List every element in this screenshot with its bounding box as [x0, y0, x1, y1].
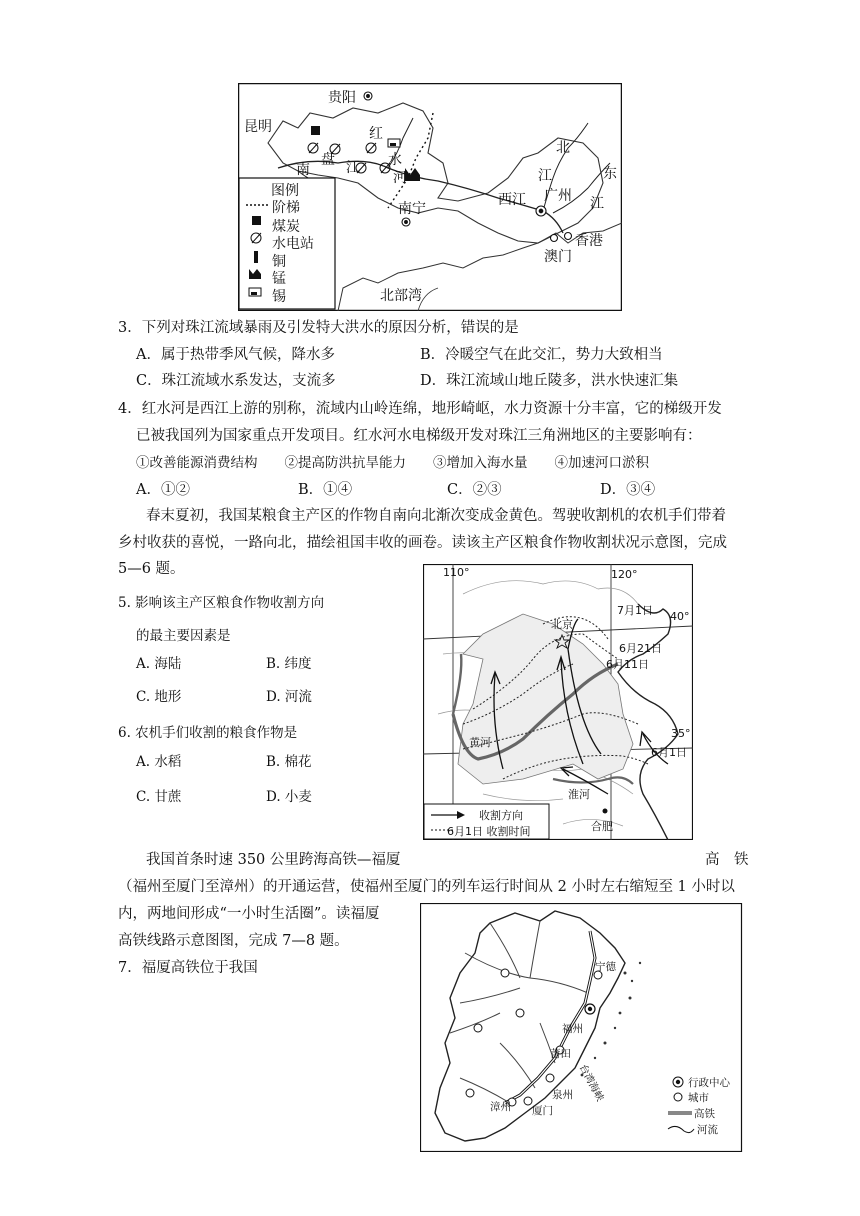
legend-hydro: 水电站 [272, 236, 314, 252]
q3-option-b: B．冷暖空气在此交汇，势力大致相当 [420, 347, 663, 363]
legend-tin: 锡 [272, 289, 286, 305]
intro78-line-1a: 我国首条时速 350 公里跨海高铁—福厦 [146, 852, 401, 868]
q4-option-b: B．①④ [298, 482, 353, 498]
harvest-map [423, 564, 693, 840]
q4-stem-2: 已被我国列为国家重点开发项目。红水河水电梯级开发对珠江三角洲地区的主要影响有： [136, 428, 702, 444]
label-dong: 东 [603, 166, 617, 182]
intro78-line-3: 内，两地间形成“一小时生活圈”。读福厦 [118, 906, 380, 922]
legend-copper: 铜 [272, 254, 286, 270]
label-xiamen: 厦门 [532, 1105, 553, 1117]
q5-stem-1: 5. 影响该主产区粮食作物收割方向 [118, 595, 325, 611]
q6-stem: 6. 农机手们收割的粮食作物是 [118, 725, 298, 741]
label-xianggang: 香港 [575, 233, 603, 249]
label-xijiang: 西江 [498, 192, 526, 208]
label-lat-35: 35° [671, 727, 691, 740]
intro78-line-1b: 高 铁 [705, 852, 749, 868]
label-jun-1: 6月1日 [651, 746, 687, 759]
label-kunming: 昆明 [244, 119, 272, 135]
label-jiang3: 江 [590, 196, 604, 212]
label-zhangzhou: 漳州 [490, 1101, 511, 1113]
intro56-line-1: 春末夏初，我国某粮食主产区的作物自南向北渐次变成金黄色。驾驶收割机的农机手们带着 [146, 508, 726, 524]
label-jul-1: 7月1日 [617, 604, 653, 617]
intro56-line-3: 5—6 题。 [118, 561, 185, 577]
legend-harvest-time: 6月1日 收割时间 [447, 825, 531, 838]
label-lat-40: 40° [670, 610, 690, 623]
legend-manganese: 锰 [272, 271, 286, 287]
intro56-line-2: 乡村收获的喜悦，一路向北，描绘祖国丰收的画卷。读该主产区粮食作物收割状况示意图，完成 [118, 535, 727, 551]
q3-stem: 3．下列对珠江流域暴雨及引发特大洪水的原因分析，错误的是 [118, 320, 519, 336]
legend-rail: 高铁 [694, 1108, 715, 1120]
label-guangzhou: 广州 [544, 188, 572, 204]
legend-city: 城市 [688, 1092, 709, 1104]
label-jun-21: 6月21日 [619, 642, 662, 655]
q5-option-c: C. 地形 [136, 689, 182, 705]
label-hong: 红 [369, 126, 383, 142]
q5-option-d: D. 河流 [266, 689, 312, 705]
intro78-line-4: 高铁线路示意图图，完成 7—8 题。 [118, 933, 349, 949]
label-guiyang: 贵阳 [328, 90, 356, 106]
label-jiang1: 江 [346, 160, 360, 176]
intro78-line-2: （福州至厦门至漳州）的开通运营，使福州至厦门的列车运行时间从 2 小时左右缩短至 1 小时以 [118, 879, 735, 895]
legend-harvest-direction: 收割方向 [479, 809, 523, 822]
label-bei: 北 [556, 140, 570, 156]
q4-items: ①改善能源消费结构 ②提高防洪抗旱能力 ③增加入海水量 ④加速河口淤积 [136, 455, 649, 471]
legend-coal: 煤炭 [272, 219, 300, 235]
label-fuzhou: 福州 [562, 1023, 583, 1035]
q4-option-c: C．②③ [447, 482, 502, 498]
label-jun-11: 6月11日 [606, 658, 649, 671]
label-jiang2: 江 [538, 168, 552, 184]
label-pan: 盘 [321, 152, 335, 168]
q4-option-d: D．③④ [600, 482, 656, 498]
q6-option-c: C. 甘蔗 [136, 789, 182, 805]
label-quanzhou: 泉州 [552, 1089, 573, 1101]
q6-option-a: A. 水稻 [136, 754, 182, 770]
label-taiwan-strait: 台湾海峡 [576, 1062, 606, 1104]
label-hefei: 合肥 [591, 820, 613, 833]
fuxia-rail-map [420, 903, 744, 1152]
label-huanghe: 黄河 [469, 736, 491, 749]
legend-title: 图例 [271, 183, 299, 199]
pearl-river-map [238, 83, 622, 311]
q3-option-a: A．属于热带季风气候，降水多 [136, 347, 335, 363]
label-beibuwan: 北部湾 [380, 288, 422, 304]
q4-option-a: A．①② [136, 482, 190, 498]
q3-option-d: D．珠江流域山地丘陵多，洪水快速汇集 [420, 373, 679, 389]
label-he: 河 [393, 170, 407, 186]
label-beijing: 北京 [551, 618, 573, 631]
label-lon-110: 110° [443, 566, 470, 579]
q5-option-a: A. 海陆 [136, 656, 182, 672]
q6-option-d: D. 小麦 [266, 789, 312, 805]
q4-stem-1: 4．红水河是西江上游的别称，流域内山岭连绵，地形崎岖，水力资源十分丰富，它的梯级开发 [118, 401, 722, 417]
label-nanning: 南宁 [398, 201, 426, 217]
legend-admin-center: 行政中心 [688, 1077, 730, 1089]
q5-option-b: B. 纬度 [266, 656, 312, 672]
label-putian: 莆田 [550, 1048, 571, 1060]
legend-river: 河流 [697, 1124, 718, 1136]
legend-step: 阶梯 [272, 200, 300, 216]
label-shui: 水 [388, 152, 402, 168]
q7-stem: 7．福厦高铁位于我国 [118, 960, 258, 976]
label-lon-120: 120° [611, 568, 638, 581]
label-huaihe: 淮河 [568, 788, 590, 801]
label-aomen: 澳门 [544, 249, 572, 265]
label-nan: 南 [296, 162, 310, 178]
q5-stem-2: 的最主要因素是 [136, 628, 231, 644]
q3-option-c: C．珠江流域水系发达，支流多 [136, 373, 336, 389]
q6-option-b: B. 棉花 [266, 754, 312, 770]
label-ningde: 宁德 [595, 961, 616, 973]
